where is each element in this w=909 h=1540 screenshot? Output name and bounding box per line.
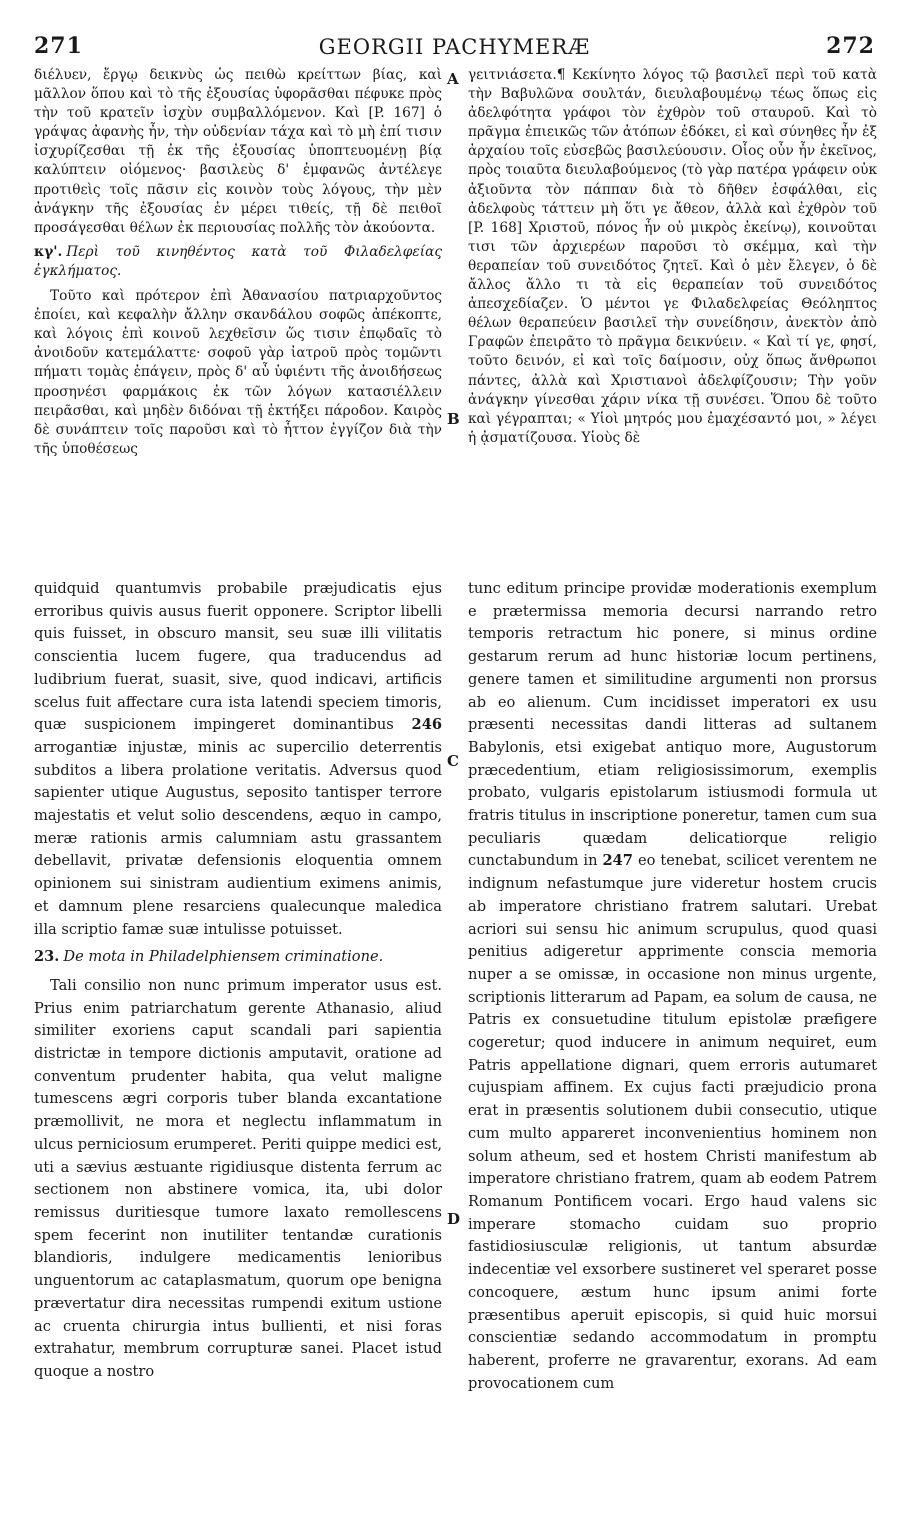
margin-marker-c: C — [447, 752, 459, 770]
greek-paragraph: γειτνιάσετα.¶ Κεκίνητο λόγος τῷ βασιλεῖ περὶ τοῦ κατὰ τὴν Βαβυλῶνα σουλτάν, διευλαβουμένῳ τέως ὅπως εἰς ἀδελφότητα γράφοι τὸν ἐχθρὸν τοῦ σταυροῦ. Καὶ τὸ πρᾶγμα ἐπιεικῶς τῶν ἀτόπων ἐδόκει, εἰ καὶ σύνηθες ἦν ἐξ ἀρχαίου τοῖς εὐσεβῶς βασιλεύουσιν. Οἷος οὖν ἦν ἐκεῖνος, πρὸς τοιαῦτα διευλαβούμενος (τὸ γὰρ πατέρα γράφειν οὐκ ἀξιοῦντα τὸν πάππαν διὰ τὸ δῆθεν ἐσφάλθαι, εἰς ἀδελφοὺς τάττειν μὴ ὅτι γε ἄθεον, ἀλλὰ καὶ ἐχθρὸν τοῦ [P. 168] Χριστοῦ, πόνος ἦν οὐ μικρὸς ἐκείνῳ), κοινοῦται τισι τῶν ἀρχιερέων παροῦσι τὸ σκέμμα, καὶ τὴν θεραπείαν τοῦ συνειδότος ζητεῖ. Καὶ ὁ μὲν ἔλεγεν, ὁ δὲ ἄλλος ἄλλο τι τὰ εἰς θεραπείαν τοῦ συνειδότος ἀπεσχεδίαζεν. Ὁ μέντοι γε Φιλαδελφείας Θεόληπτος θέλων θεραπεύειν βασιλεῖ τὴν συνείδησιν, ἀνεκτὸν ἀπὸ Γραφῶν ἐπειρᾶτο τὸ πρᾶγμα δεικνύειν. « Καὶ τί γε, φησί, τοῦτο δεινόν, εἰ καὶ τοῖς δαίμοσιν, οὐχ ὅπως ἄνθρωποι πάντες, ἀλλὰ καὶ Χριστιανοὶ ἀδελφίζουσιν; Τὴν γοῦν ἀνάγκην γίνεσθαι χάριν νίκα τῇ συνέσει. Ὅπου δὲ τοῦτο καὶ γέγραπται; « Υἱοὶ μητρός μου ἐμαχέσαντό μοι, » λέγει ἡ ᾀσματίζουσα. Υἱοὺς δὲ — [468, 67, 877, 446]
latin-paragraph: Tali consilio non nunc primum imperator usus est. Prius enim patriarchatum gerente Athanasio, aliud similiter exoriens caput scandali pari sapientia districtæ in tempore dictionis amputavit, oratione ad conventum prudenter habita, qua velut maligne tumescens ægri corporis tuber blanda excantatione præmollivit, ne mora et neglectu inflammatum in ulcus perniciosum erumperet. Periti quippe medici est, uti a sævius æstuante rigidiusque distenta ferrum ac sectionem non abstinere vomica, ita, ubi dolor remissus duritiesque tumore laxato remollescens spem fecerint non inutiliter tentandæ curationis blandioris, indulgere medicamentis lenioribus unguentorum ac cataplasmatum, quorum ope benigna prævertatur dira necessitas rumpendi exitum ustione ac cruenta chirurgia intus bullienti, et nisi foras extrahatur, membrum corrupturæ sanei. Placet istud quoque a nostro — [34, 976, 442, 1380]
margin-marker-a: A — [447, 70, 459, 88]
latin-paragraph — [468, 578, 877, 1395]
greek-section-number: κγ'. — [34, 243, 63, 260]
greek-section-title: Περὶ τοῦ κινηθέντος κατὰ τοῦ Φιλαδελφείας ἐγκλήματος. — [34, 243, 442, 279]
latin-section-heading — [34, 946, 442, 969]
greek-section-heading — [34, 243, 442, 281]
latin-column-left — [34, 578, 442, 1528]
latin-column-right — [468, 578, 877, 1528]
page-reference: 247 — [602, 852, 633, 870]
latin-text: tunc editum principe providæ moderationis exemplum e prætermissa memoria decursi narrando retro temporis retractum hic ponere, si minus ordine gestarum rerum ad hunc historiæ locum pertinens, genere tamen et similitudine argumenti non prorsus ab eo alienum. Cum incidisset imperatori ex usu præsenti necessitas dandi litteras ad sultanem Babylonis, etsi exigebat antiquo more, Augustorum præcedentium, etiam religiosissimorum, exemplis probato, vulgaris epistolarum istiusmodi formula ut fratris titulus in inscriptione poneretur, tamen cum sua peculiaris quædam delicatiorque religio cunctabundum in — [468, 580, 877, 870]
page-number-right: 272 — [826, 33, 875, 59]
page-number-left: 271 — [34, 33, 83, 59]
latin-paragraph — [34, 578, 442, 941]
greek-paragraph: διέλυεν, ἔργῳ δεικνὺς ὡς πειθὼ κρείττων βίας, καὶ μᾶλλον ὅπου καὶ τὸ τῆς ἐξουσίας ὑφορᾶσθαι πέφυκε πρὸς τὴν τοῦ κρατεῖν ἰσχὺν συμβαλλόμενον. Καὶ [P. 167] ὁ γράψας ἀφανὴς ἦν, τὴν οὐδενίαν τάχα καὶ τὸ μὴ ἐπί τισιν ἰσχυρίζεσθαι τῇ ἐκ τῆς ἐξουσίας ὑποπτευομένῃ βίᾳ καλύπτειν οἰόμενος· βασιλεὺς δ' ἐμφανῶς ἀντέλεγε προτιθεὶς τοῖς πᾶσιν εἰς κοινὸν τοὺς λόγους, τὴν μὲν ἀνάγκην τῆς ἐξουσίας ἐν μέρει τιθείς, τῇ δὲ πειθοῖ προσάγεσθαι θέλων ἐκ περιουσίας πολλῆς τὸν ἀκούοντα. — [34, 67, 442, 236]
page-reference: 246 — [411, 716, 442, 734]
greek-column-left — [34, 66, 442, 566]
margin-marker-d: D — [447, 1210, 461, 1228]
latin-section-title: De mota in Philadelphiensem criminatione. — [63, 948, 384, 966]
latin-text: eo tenebat, scilicet verentem ne indignum nefastumque jure videretur hostem crucis ab imperatore christiano fratrem salutari. Urebat acriori sui sensu hic animum scrupulus, quod quasi penitius adigeretur apprimente conscia memoria nuper a se omissæ, in occasione non minus urgente, scriptionis litterarum ad Papam, ea solum de causa, ne Patris ex consuetudine titulum epistolæ præfigere cogeretur; quod inducere in animum nequiret, eum Patris appellatione dignari, quem erroris autumaret cujuspiam affinem. Ex cujus facti præjudicio prona erat in præsentis solutionem dubii consecutio, utique cum multo appareret inconvenientius hominem non solum atheum, sed et hostem Christi manifestum ab imperatore christiano fratrem, quam ab eodem Patrem Romanum Pontificem vocari. Ergo haud valens sic imperare stomacho cuidam suo proprio fastidiosiusculæ religionis, ut tantum absurdæ indecentiæ vel exsorbere sustineret vel speraret posse concoquere, æstum hunc ipsum animi forte præsentibus aperuit episcopis, si quid huic morsui conscientiæ sedando accommodatum in promptu haberent, proferre ne gravarentur, exorans. Ad eam provocationem cum — [468, 852, 877, 1392]
latin-section-number: 23. — [34, 948, 60, 966]
running-title: GEORGII PACHYMERÆ — [318, 35, 591, 59]
latin-text: arrogantiæ injustæ, minis ac supercilio deterrentis subditos a libera prolatione veritatis. Adversus quod sapienter utique Augustus, seposito tantisper terrore majestatis et velut solio descendens, æquo in campo, meræ rationis armis calumniam astu grassantem debellavit, privatæ defensionis eloquentia omnem opinionem sui sinistram audientium eximens animis, et damnum plene resarciens qualecunque maledica illa scriptio famæ suæ intulisse potuisset. — [34, 738, 442, 938]
greek-paragraph: Τοῦτο καὶ πρότερον ἐπὶ Ἀθανασίου πατριαρχοῦντος ἐποίει, καὶ κεφαλὴν ἄλλην σκανδάλου σοφῶς ἀπέκοπτε, καὶ λόγοις ἐπὶ κοινοῦ λεχθεῖσιν ὥς τισιν ἐπῳδαῖς τὸ ἀνοιδοῦν κατεμάλαττε· σοφοῦ γὰρ ἰατροῦ πρὸς τομῶντι πήματι τομὰς ἐπάγειν, πρὸς δ' αὖ ὑφιέντι τῆς ἀνοιδήσεως προσηνέσι φαρμάκοις ἐκ τῶν λόγων κατασιέλλειν πειρᾶσθαι, καὶ μηδὲν διδόναι τῇ ἐκτήξει πάροδον. Καιρὸς δὲ συνάπτειν τοῖς παροῦσι καὶ τὸ ἧττον ἐγγίζον διὰ τὴν τῆς ὑποθέσεως — [34, 288, 442, 457]
running-header — [34, 33, 875, 63]
margin-marker-b: B — [447, 410, 460, 428]
greek-column-right — [468, 66, 877, 566]
latin-text: quidquid quantumvis probabile præjudicatis ejus erroribus quivis ausus fuerit opponere. Scriptor libelli quis fuisset, in obscuro mansit, seu suæ illi vilitatis conscientia lucem fugere, qua traducendus ad ludibrium fuerat, suasit, sive, quod indicavi, artificis scelus fuit affectare cura ista latendi speciem timoris, quæ suspicionem impingeret dominantibus — [34, 580, 442, 734]
